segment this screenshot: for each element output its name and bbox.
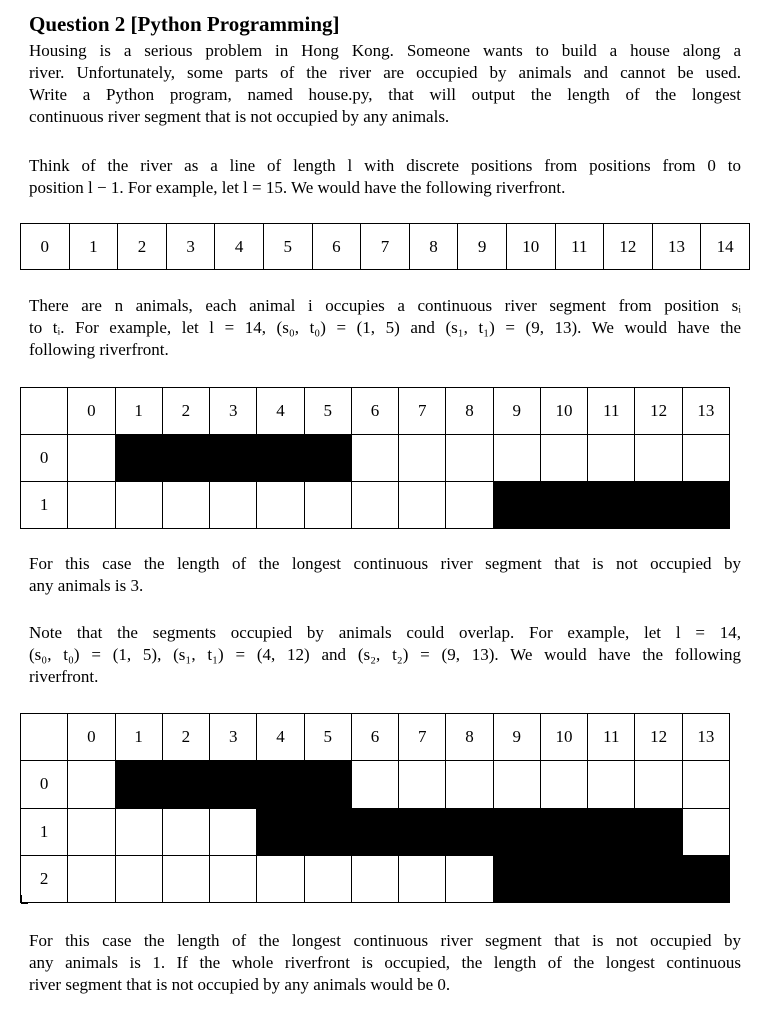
position-cell: 5 [263, 224, 312, 270]
riverfront-table-2 [20, 387, 730, 529]
occupied-cell [493, 482, 540, 529]
position-cell: 6 [312, 224, 361, 270]
text-line: For this case the length of the longest continuous river segment that is not occupied by [29, 554, 741, 573]
free-cell [493, 435, 540, 482]
position-cell: 9 [458, 224, 507, 270]
position-header-cell: 2 [162, 388, 209, 435]
position-header-cell: 4 [257, 388, 304, 435]
position-cell: 0 [21, 224, 70, 270]
free-cell [682, 808, 729, 855]
occupied-cell [351, 808, 398, 855]
free-cell [635, 761, 682, 808]
position-header-cell: 13 [682, 388, 729, 435]
free-cell [399, 435, 446, 482]
position-header-cell: 2 [162, 714, 209, 761]
text-line: Write a Python program, named house.py, that will output the length of the longest [29, 85, 741, 104]
occupied-cell [257, 435, 304, 482]
free-cell [493, 761, 540, 808]
question-title: Question 2 [Python Programming] [29, 12, 340, 36]
occupied-cell [493, 855, 540, 902]
occupied-cell [210, 435, 257, 482]
position-cell: 13 [652, 224, 701, 270]
free-cell [210, 808, 257, 855]
free-cell [399, 761, 446, 808]
text-line: Note that the segments occupied by animals could overlap. For example, let l = 14, [29, 623, 741, 642]
position-cell: 1 [69, 224, 118, 270]
page-corner-mark [21, 895, 28, 904]
free-cell [115, 808, 162, 855]
free-cell [162, 482, 209, 529]
free-cell [588, 435, 635, 482]
position-header-cell: 6 [351, 388, 398, 435]
position-header-cell: 3 [210, 388, 257, 435]
occupied-cell [399, 808, 446, 855]
occupied-cell [162, 761, 209, 808]
free-cell [115, 855, 162, 902]
intro-paragraph [29, 40, 741, 128]
free-cell [162, 855, 209, 902]
occupied-cell [446, 808, 493, 855]
animal-row-label: 1 [21, 482, 68, 529]
position-header-cell: 3 [210, 714, 257, 761]
occupied-cell [162, 435, 209, 482]
position-header-cell: 1 [115, 714, 162, 761]
position-cell: 14 [701, 224, 750, 270]
free-cell [682, 761, 729, 808]
position-header-cell: 11 [588, 714, 635, 761]
free-cell [68, 435, 115, 482]
text-line: river segment that is not occupied by any animals would be 0. [29, 975, 451, 994]
occupied-cell [304, 808, 351, 855]
free-cell [682, 435, 729, 482]
free-cell [115, 482, 162, 529]
free-cell [68, 482, 115, 529]
position-header-cell: 10 [540, 714, 587, 761]
text-line: river. Unfortunately, some parts of the river are occupied by animals and cannot be used. [29, 63, 741, 82]
position-cell: 2 [118, 224, 167, 270]
result-paragraph-2 [29, 930, 741, 996]
corner-cell [21, 714, 68, 761]
occupied-cell [257, 808, 304, 855]
free-cell [162, 808, 209, 855]
free-cell [257, 482, 304, 529]
animal-row-label: 1 [21, 808, 68, 855]
position-header-cell: 7 [399, 714, 446, 761]
text-line: position l − 1. For example, let l = 15. We would have the following riverfront. [29, 178, 566, 197]
occupied-cell [493, 808, 540, 855]
position-header-cell: 9 [493, 388, 540, 435]
free-cell [635, 435, 682, 482]
position-header-cell: 12 [635, 714, 682, 761]
position-header-cell: 9 [493, 714, 540, 761]
position-header-cell: 5 [304, 388, 351, 435]
position-cell: 10 [506, 224, 555, 270]
free-cell [446, 761, 493, 808]
position-header-cell: 8 [446, 388, 493, 435]
free-cell [68, 761, 115, 808]
text-line: following riverfront. [29, 340, 169, 359]
animal-row-label: 2 [21, 855, 68, 902]
text-line: For this case the length of the longest continuous river segment that is not occupied by [29, 931, 741, 950]
free-cell [351, 761, 398, 808]
text-line: any animals is 3. [29, 576, 144, 595]
occupied-cell [115, 761, 162, 808]
position-header-cell: 0 [68, 388, 115, 435]
result-paragraph-1 [29, 553, 741, 597]
occupied-cell [540, 855, 587, 902]
free-cell [540, 761, 587, 808]
position-header-cell: 7 [399, 388, 446, 435]
free-cell [68, 808, 115, 855]
occupied-cell [540, 808, 587, 855]
free-cell [588, 761, 635, 808]
occupied-cell [635, 808, 682, 855]
text-line: (s₀, t₀) = (1, 5), (s₁, t₁) = (4, 12) and (s₂, t₂) = (9, 13). We would have the following [29, 645, 741, 664]
free-cell [257, 855, 304, 902]
animal-row-label: 0 [21, 435, 68, 482]
free-cell [399, 482, 446, 529]
position-header-cell: 4 [257, 714, 304, 761]
position-header-cell: 0 [68, 714, 115, 761]
position-header-cell: 6 [351, 714, 398, 761]
position-header-cell: 5 [304, 714, 351, 761]
position-header-cell: 13 [682, 714, 729, 761]
free-cell [351, 855, 398, 902]
occupied-cell [588, 808, 635, 855]
occupied-cell [304, 435, 351, 482]
position-cell: 12 [604, 224, 653, 270]
text-line: Think of the river as a line of length l with discrete positions from positions from 0 to [29, 156, 741, 175]
text-line: to tᵢ. For example, let l = 14, (s₀, t₀) = (1, 5) and (s₁, t₁) = (9, 13). We would have the [29, 318, 741, 337]
free-cell [399, 855, 446, 902]
free-cell [446, 855, 493, 902]
position-header-cell: 8 [446, 714, 493, 761]
position-header-cell: 12 [635, 388, 682, 435]
position-header-cell: 10 [540, 388, 587, 435]
occupied-cell [588, 855, 635, 902]
position-cell: 7 [361, 224, 410, 270]
animals-paragraph [29, 295, 741, 361]
free-cell [304, 855, 351, 902]
occupied-cell [257, 761, 304, 808]
position-cell: 3 [166, 224, 215, 270]
occupied-cell [304, 761, 351, 808]
corner-cell [21, 388, 68, 435]
occupied-cell [115, 435, 162, 482]
free-cell [210, 482, 257, 529]
occupied-cell [682, 482, 729, 529]
position-cell: 4 [215, 224, 264, 270]
occupied-cell [588, 482, 635, 529]
free-cell [68, 855, 115, 902]
river-definition-paragraph [29, 155, 741, 199]
position-cell: 8 [409, 224, 458, 270]
free-cell [351, 482, 398, 529]
occupied-cell [682, 855, 729, 902]
overlap-paragraph [29, 622, 741, 688]
occupied-cell [210, 761, 257, 808]
free-cell [446, 482, 493, 529]
animal-row-label: 0 [21, 761, 68, 808]
position-header-cell: 11 [588, 388, 635, 435]
free-cell [304, 482, 351, 529]
text-line: any animals is 1. If the whole riverfront is occupied, the length of the longest continuous [29, 953, 741, 972]
free-cell [540, 435, 587, 482]
occupied-cell [635, 855, 682, 902]
free-cell [351, 435, 398, 482]
text-line: riverfront. [29, 667, 99, 686]
occupied-cell [540, 482, 587, 529]
free-cell [446, 435, 493, 482]
riverfront-table-1 [20, 223, 750, 270]
text-line: There are n animals, each animal i occupies a continuous river segment from position sᵢ [29, 296, 741, 315]
free-cell [210, 855, 257, 902]
text-line: continuous river segment that is not occupied by any animals. [29, 107, 450, 126]
occupied-cell [635, 482, 682, 529]
position-cell: 11 [555, 224, 604, 270]
text-line: Housing is a serious problem in Hong Kong. Someone wants to build a house along a [29, 41, 741, 60]
position-header-cell: 1 [115, 388, 162, 435]
riverfront-table-3 [20, 713, 730, 903]
